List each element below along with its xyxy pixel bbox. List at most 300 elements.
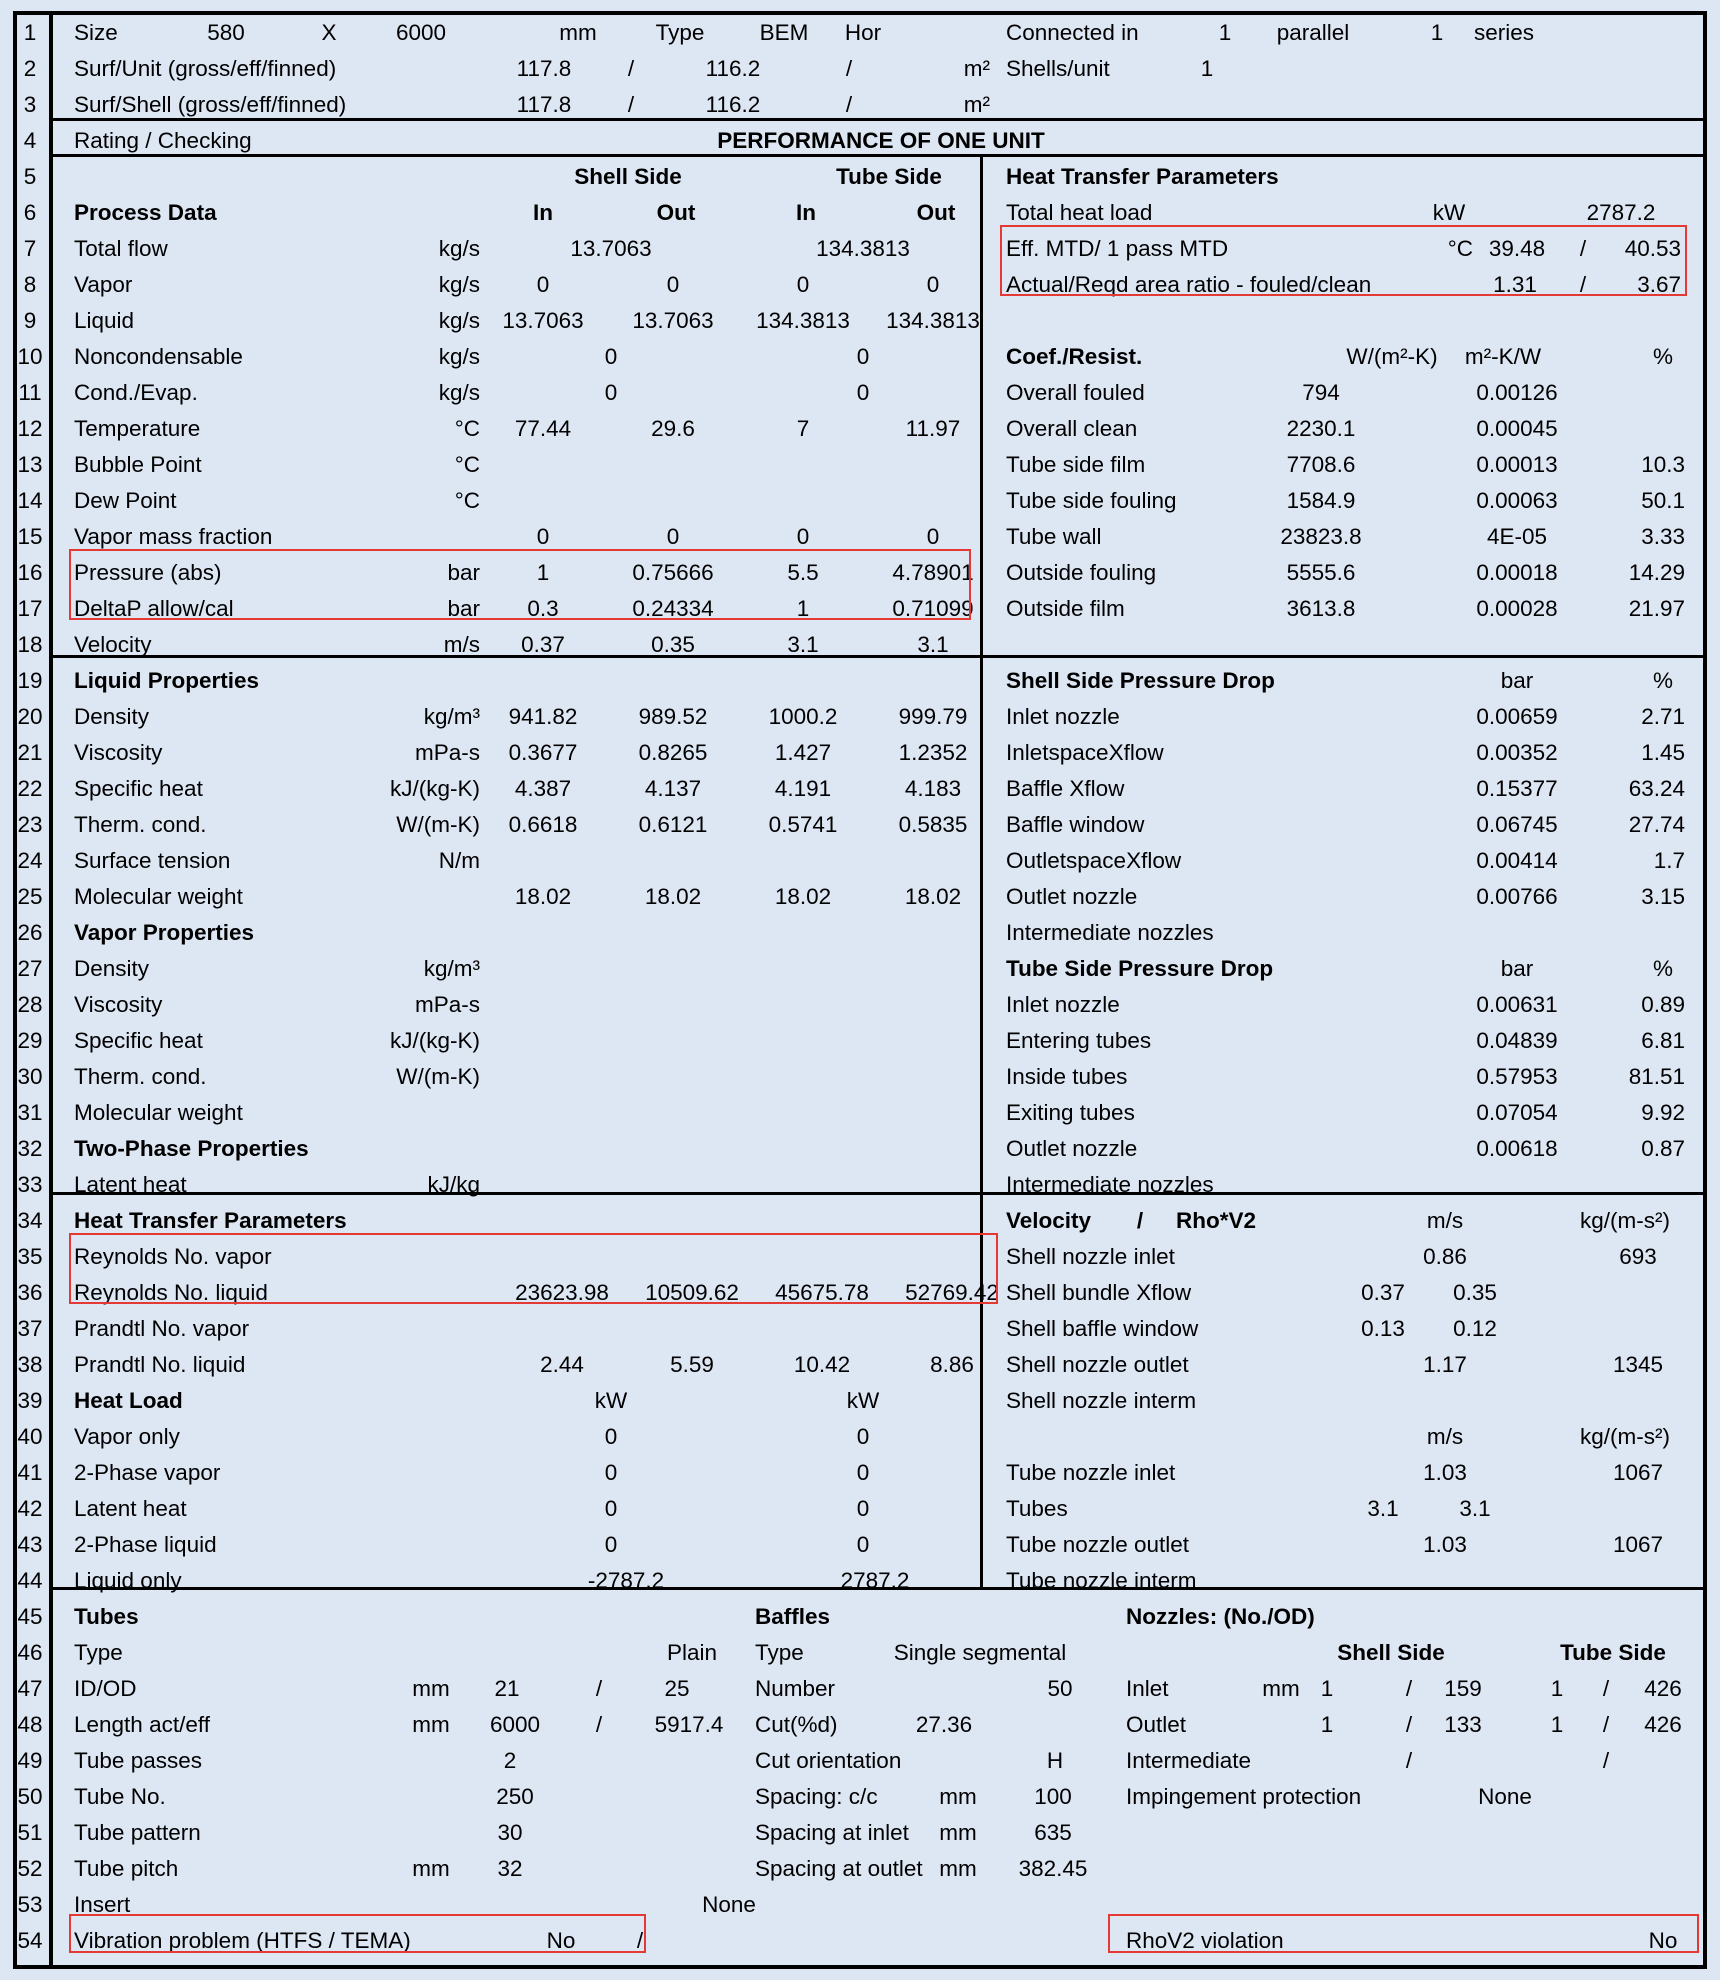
velocity-title: Velocity bbox=[1006, 1208, 1092, 1233]
highlight-rhov2 bbox=[1108, 1914, 1699, 1953]
row-number: 29 bbox=[17, 1028, 43, 1053]
row-number: 52 bbox=[17, 1856, 43, 1881]
coef-header-coef: W/(m²-K) bbox=[1346, 344, 1438, 369]
baffle-spacing-value: 100 bbox=[1034, 1784, 1072, 1809]
mtd-label: Eff. MTD/ 1 pass MTD bbox=[1006, 236, 1229, 261]
shell-dp-row-label: OutletspaceXflow bbox=[1006, 848, 1182, 873]
velocity-title-rhov2: Rho*V2 bbox=[1176, 1208, 1257, 1233]
tube-idod-label: ID/OD bbox=[74, 1676, 137, 1701]
process-row-value: 0 bbox=[666, 272, 680, 297]
htp-row-label: Prandtl No. vapor bbox=[74, 1316, 250, 1341]
nozzle-intermediate-shell-sep: / bbox=[1405, 1748, 1413, 1773]
coef-row-resist: 0.00045 bbox=[1476, 416, 1558, 441]
frame-bottom bbox=[13, 1965, 1707, 1969]
coef-row-label: Overall clean bbox=[1006, 416, 1138, 441]
shell-velocity-row-label: Shell bundle Xflow bbox=[1006, 1280, 1192, 1305]
vapor-row-unit: mPa-s bbox=[414, 992, 480, 1017]
size-label: Size bbox=[74, 20, 118, 45]
process-row-value: 0 bbox=[536, 524, 550, 549]
surf-shell-sep: / bbox=[845, 92, 853, 117]
process-row-value: 134.3813 bbox=[886, 308, 980, 333]
liquid-row-value: 4.137 bbox=[644, 776, 702, 801]
row-number: 33 bbox=[17, 1172, 43, 1197]
row-number: 10 bbox=[17, 344, 43, 369]
tube-number-label: Tube No. bbox=[74, 1784, 166, 1809]
liquid-row-value: 4.387 bbox=[514, 776, 572, 801]
heat-load-row-label: 2-Phase vapor bbox=[74, 1460, 221, 1485]
nozzle-inlet-tube-od: 426 bbox=[1644, 1676, 1682, 1701]
tube-dp-row-bar: 0.57953 bbox=[1476, 1064, 1558, 1089]
liquid-row-label: Therm. cond. bbox=[74, 812, 207, 837]
tube-length-act: 6000 bbox=[489, 1712, 541, 1737]
velocity-header-ms: m/s bbox=[1426, 1208, 1464, 1233]
nozzles-title: Nozzles: (No./OD) bbox=[1126, 1604, 1315, 1629]
tube-dp-title: Tube Side Pressure Drop bbox=[1006, 956, 1274, 981]
heat-load-tube-unit: kW bbox=[846, 1388, 880, 1413]
process-row-value: 1 bbox=[796, 596, 810, 621]
liquid-row-value: 0.3677 bbox=[508, 740, 578, 765]
tube-dp-row-percent: 0.87 bbox=[1641, 1136, 1685, 1161]
process-row-label: Dew Point bbox=[74, 488, 177, 513]
process-row-label: Liquid bbox=[74, 308, 135, 333]
coef-row-label: Outside film bbox=[1006, 596, 1125, 621]
vibration-sep: / bbox=[636, 1928, 644, 1953]
row-number: 13 bbox=[17, 452, 43, 477]
tube-in-header: In bbox=[796, 200, 816, 225]
heat-load-tube-value: 0 bbox=[856, 1424, 870, 1449]
row-number: 9 bbox=[23, 308, 37, 333]
tube-velocity-row-label: Tube nozzle interm bbox=[1006, 1568, 1197, 1593]
heat-load-shell-value: -2787.2 bbox=[587, 1568, 665, 1593]
divider-v-middle bbox=[980, 154, 983, 1590]
vapor-row-label: Therm. cond. bbox=[74, 1064, 207, 1089]
coef-row-label: Tube side film bbox=[1006, 452, 1146, 477]
process-row-value: 0 bbox=[796, 524, 810, 549]
tube-dp-row-label: Exiting tubes bbox=[1006, 1100, 1135, 1125]
nozzle-outlet-shell-count: 1 bbox=[1320, 1712, 1334, 1737]
row-number: 35 bbox=[17, 1244, 43, 1269]
shell-dp-row-label: Baffle Xflow bbox=[1006, 776, 1125, 801]
row-number: 18 bbox=[17, 632, 43, 657]
shell-dp-row-bar: 0.00766 bbox=[1476, 884, 1558, 909]
area-ratio-clean: 3.67 bbox=[1637, 272, 1681, 297]
tube-od-value: 25 bbox=[664, 1676, 690, 1701]
parallel-label: parallel bbox=[1276, 20, 1350, 45]
row-number: 53 bbox=[17, 1892, 43, 1917]
row-number: 43 bbox=[17, 1532, 43, 1557]
cut-orientation-label: Cut orientation bbox=[755, 1748, 902, 1773]
process-row-label: Bubble Point bbox=[74, 452, 202, 477]
baffle-number-label: Number bbox=[755, 1676, 836, 1701]
shell-velocity-row-label: Shell nozzle inlet bbox=[1006, 1244, 1175, 1269]
tube-pattern-label: Tube pattern bbox=[74, 1820, 201, 1845]
coef-row-coef: 2230.1 bbox=[1286, 416, 1356, 441]
coef-row-label: Tube wall bbox=[1006, 524, 1102, 549]
mtd-unit: °C bbox=[1447, 236, 1473, 261]
surf-shell-eff: 116.2 bbox=[705, 92, 761, 117]
coef-row-coef: 794 bbox=[1302, 380, 1340, 405]
tube-velocity-row-label: Tubes bbox=[1006, 1496, 1068, 1521]
vapor-row-unit: W/(m-K) bbox=[396, 1064, 480, 1089]
shell-dp-header-percent: % bbox=[1652, 668, 1674, 693]
shell-dp-row-bar: 0.06745 bbox=[1476, 812, 1558, 837]
process-row-value: 0.37 bbox=[521, 632, 565, 657]
liquid-row-value: 1.2352 bbox=[898, 740, 968, 765]
series-count: 1 bbox=[1430, 20, 1444, 45]
row-number: 23 bbox=[17, 812, 43, 837]
liquid-row-value: 18.02 bbox=[774, 884, 832, 909]
process-row-shell-value: 0 bbox=[604, 344, 618, 369]
nozzle-tube-header: Tube Side bbox=[1560, 1640, 1666, 1665]
size-x: X bbox=[321, 20, 337, 45]
nozzle-outlet-tube-count: 1 bbox=[1550, 1712, 1564, 1737]
process-row-unit: kg/s bbox=[438, 236, 480, 261]
shell-velocity-row-label: Shell nozzle interm bbox=[1006, 1388, 1197, 1413]
process-row-value: 0 bbox=[926, 272, 940, 297]
liquid-properties-title: Liquid Properties bbox=[74, 668, 260, 693]
process-row-label: Pressure (abs) bbox=[74, 560, 222, 585]
tube-type-label: Type bbox=[74, 1640, 123, 1665]
liquid-row-unit: kJ/(kg-K) bbox=[390, 776, 480, 801]
process-row-value: 29.6 bbox=[651, 416, 695, 441]
liquid-row-value: 989.52 bbox=[638, 704, 708, 729]
tube-dp-row-bar: 0.00631 bbox=[1476, 992, 1558, 1017]
row-number: 30 bbox=[17, 1064, 43, 1089]
rhov2-violation-label: RhoV2 violation bbox=[1126, 1928, 1284, 1953]
nozzle-inlet-shell-count: 1 bbox=[1320, 1676, 1334, 1701]
heat-load-shell-value: 0 bbox=[604, 1532, 618, 1557]
shell-side-header: Shell Side bbox=[574, 164, 682, 189]
tube-pitch-unit: mm bbox=[412, 1856, 450, 1881]
shell-velocity-row-velocity: 0.86 bbox=[1423, 1244, 1467, 1269]
surf-shell-gross: 117.8 bbox=[516, 92, 572, 117]
latent-heat-unit: kJ/kg bbox=[427, 1172, 480, 1197]
process-row-value: 1 bbox=[536, 560, 550, 585]
shell-dp-row-percent: 1.7 bbox=[1653, 848, 1685, 873]
baffles-title: Baffles bbox=[755, 1604, 831, 1629]
row-number: 11 bbox=[18, 380, 42, 405]
shell-dp-row-label: Baffle window bbox=[1006, 812, 1145, 837]
results-sheet bbox=[13, 11, 1707, 1969]
velocity-slash: / bbox=[1136, 1208, 1144, 1233]
process-row-shell-value: 13.7063 bbox=[570, 236, 652, 261]
surf-unit-sep: / bbox=[845, 56, 853, 81]
htp-row-value: 8.86 bbox=[930, 1352, 974, 1377]
tube-dp-row-label: Entering tubes bbox=[1006, 1028, 1152, 1053]
process-row-unit: °C bbox=[454, 416, 480, 441]
process-row-value: 0.71099 bbox=[892, 596, 974, 621]
heat-load-tube-value: 0 bbox=[856, 1532, 870, 1557]
tube-velocity-row-rhov2: 1067 bbox=[1612, 1460, 1664, 1485]
size-unit: mm bbox=[559, 20, 597, 45]
row-number: 14 bbox=[17, 488, 43, 513]
coef-row-resist: 4E-05 bbox=[1486, 524, 1548, 549]
tube-number-value: 250 bbox=[496, 1784, 534, 1809]
process-row-tube-value: 0 bbox=[856, 344, 870, 369]
surf-shell-label: Surf/Shell (gross/eff/finned) bbox=[74, 92, 347, 117]
row-number: 38 bbox=[17, 1352, 43, 1377]
latent-heat-label: Latent heat bbox=[74, 1172, 187, 1197]
process-row-unit: m/s bbox=[443, 632, 480, 657]
row-number: 27 bbox=[17, 956, 43, 981]
htp-row-value: 10.42 bbox=[793, 1352, 851, 1377]
process-row-value: 0.3 bbox=[527, 596, 559, 621]
coef-row-label: Tube side fouling bbox=[1006, 488, 1177, 513]
tube-length-sep: / bbox=[595, 1712, 603, 1737]
liquid-row-unit: N/m bbox=[438, 848, 480, 873]
tube-dp-row-label: Inlet nozzle bbox=[1006, 992, 1120, 1017]
rhov2-violation-value: No bbox=[1648, 1928, 1678, 1953]
connected-label: Connected in bbox=[1006, 20, 1139, 45]
shell-dp-row-label: InletspaceXflow bbox=[1006, 740, 1164, 765]
process-data-title: Process Data bbox=[74, 200, 217, 225]
row-number: 54 bbox=[17, 1928, 43, 1953]
process-row-value: 7 bbox=[796, 416, 810, 441]
tube-length-unit: mm bbox=[412, 1712, 450, 1737]
coef-header-resist: m²-K/W bbox=[1464, 344, 1542, 369]
heat-load-row-label: 2-Phase liquid bbox=[74, 1532, 217, 1557]
row-number: 39 bbox=[17, 1388, 43, 1413]
nozzle-outlet-tube-sep: / bbox=[1602, 1712, 1610, 1737]
spacing-outlet-value: 382.45 bbox=[1018, 1856, 1088, 1881]
heat-load-row-label: Liquid only bbox=[74, 1568, 182, 1593]
tube-dp-header-percent: % bbox=[1652, 956, 1674, 981]
shell-velocity-row-velocity: 0.12 bbox=[1453, 1316, 1497, 1341]
process-row-unit: bar bbox=[447, 596, 480, 621]
coef-row-resist: 0.00018 bbox=[1476, 560, 1558, 585]
velocity-header-rhov2: kg/(m-s²) bbox=[1580, 1208, 1670, 1233]
impingement-value: None bbox=[1478, 1784, 1532, 1809]
process-row-value: 0 bbox=[796, 272, 810, 297]
liquid-row-value: 18.02 bbox=[904, 884, 962, 909]
process-row-unit: kg/s bbox=[438, 308, 480, 333]
process-row-value: 0.75666 bbox=[632, 560, 714, 585]
tube-velocity-row-velocity: 1.03 bbox=[1423, 1532, 1467, 1557]
row-number: 3 bbox=[23, 92, 37, 117]
liquid-row-unit: mPa-s bbox=[414, 740, 480, 765]
series-label: series bbox=[1473, 20, 1535, 45]
nozzle-outlet-shell-od: 133 bbox=[1444, 1712, 1482, 1737]
tube-passes-value: 2 bbox=[503, 1748, 517, 1773]
process-row-label: Temperature bbox=[74, 416, 201, 441]
htp-row-label: Reynolds No. vapor bbox=[74, 1244, 272, 1269]
row-number: 8 bbox=[23, 272, 37, 297]
shell-dp-row-bar: 0.15377 bbox=[1476, 776, 1558, 801]
tube-velocity-row-velocity: 1.03 bbox=[1423, 1460, 1467, 1485]
spacing-inlet-unit: mm bbox=[939, 1820, 977, 1845]
tube-dp-header-bar: bar bbox=[1500, 956, 1534, 981]
tube-pitch-label: Tube pitch bbox=[74, 1856, 179, 1881]
tube-pitch-value: 32 bbox=[497, 1856, 523, 1881]
coef-row-resist: 0.00013 bbox=[1476, 452, 1558, 477]
process-row-label: Cond./Evap. bbox=[74, 380, 198, 405]
process-row-label: Vapor bbox=[74, 272, 133, 297]
htp-row-label: Prandtl No. liquid bbox=[74, 1352, 246, 1377]
tube-id-value: 21 bbox=[494, 1676, 520, 1701]
process-row-value: 11.97 bbox=[905, 416, 961, 441]
row-number: 1 bbox=[23, 20, 37, 45]
process-row-unit: bar bbox=[447, 560, 480, 585]
liquid-row-label: Density bbox=[74, 704, 150, 729]
shell-out-header: Out bbox=[656, 200, 696, 225]
coef-row-label: Overall fouled bbox=[1006, 380, 1145, 405]
process-row-label: Velocity bbox=[74, 632, 152, 657]
row-number: 2 bbox=[23, 56, 37, 81]
size-length: 6000 bbox=[395, 20, 447, 45]
tube-passes-label: Tube passes bbox=[74, 1748, 202, 1773]
row-number: 50 bbox=[17, 1784, 43, 1809]
process-row-label: Total flow bbox=[74, 236, 168, 261]
tube-pattern-value: 30 bbox=[497, 1820, 523, 1845]
tube-dp-row-label: Intermediate nozzles bbox=[1006, 1172, 1214, 1197]
nozzle-inlet-tube-count: 1 bbox=[1550, 1676, 1564, 1701]
tube-velocity-row-rhov2: 1067 bbox=[1612, 1532, 1664, 1557]
cut-orientation-value: H bbox=[1046, 1748, 1064, 1773]
tube-dp-row-percent: 0.89 bbox=[1641, 992, 1685, 1017]
shell-velocity-row-label: Shell nozzle outlet bbox=[1006, 1352, 1189, 1377]
area-ratio-fouled: 1.31 bbox=[1493, 272, 1537, 297]
liquid-row-value: 941.82 bbox=[508, 704, 578, 729]
tube-out-header: Out bbox=[916, 200, 956, 225]
shell-dp-row-percent: 1.45 bbox=[1641, 740, 1685, 765]
tube-side-header: Tube Side bbox=[836, 164, 942, 189]
heat-load-title: Heat Load bbox=[74, 1388, 183, 1413]
shell-dp-row-percent: 3.15 bbox=[1641, 884, 1685, 909]
shell-dp-row-percent: 27.74 bbox=[1628, 812, 1685, 837]
row-number: 42 bbox=[17, 1496, 43, 1521]
htp-left-title: Heat Transfer Parameters bbox=[74, 1208, 347, 1233]
tube-dp-row-bar: 0.04839 bbox=[1476, 1028, 1558, 1053]
row-number: 36 bbox=[17, 1280, 43, 1305]
row-number: 20 bbox=[17, 704, 43, 729]
row-number: 6 bbox=[23, 200, 37, 225]
process-row-unit: kg/s bbox=[438, 380, 480, 405]
heat-load-tube-value: 0 bbox=[856, 1460, 870, 1485]
process-row-value: 0 bbox=[926, 524, 940, 549]
liquid-row-unit: kg/m³ bbox=[423, 704, 480, 729]
baffle-type-label: Type bbox=[755, 1640, 804, 1665]
shells-label: Shells/unit bbox=[1006, 56, 1110, 81]
row-number: 19 bbox=[17, 668, 43, 693]
coef-row-resist: 0.00063 bbox=[1476, 488, 1558, 513]
baffle-cut-label: Cut(%d) bbox=[755, 1712, 838, 1737]
rating-mode: Rating / Checking bbox=[74, 128, 252, 153]
row-number: 25 bbox=[17, 884, 43, 909]
size-diameter: 580 bbox=[207, 20, 245, 45]
highlight-vibration bbox=[69, 1914, 646, 1953]
vapor-row-unit: kJ/(kg-K) bbox=[390, 1028, 480, 1053]
coef-header-percent: % bbox=[1652, 344, 1674, 369]
row-number: 45 bbox=[17, 1604, 43, 1629]
nozzle-intermediate-tube-sep: / bbox=[1602, 1748, 1610, 1773]
impingement-label: Impingement protection bbox=[1126, 1784, 1362, 1809]
velocity-header-rhov2-tube: kg/(m-s²) bbox=[1580, 1424, 1670, 1449]
tube-length-eff: 5917.4 bbox=[654, 1712, 724, 1737]
coef-row-percent: 50.1 bbox=[1641, 488, 1685, 513]
row-number: 22 bbox=[17, 776, 43, 801]
tube-velocity-row-label: Tube nozzle inlet bbox=[1006, 1460, 1176, 1485]
surf-unit-label: Surf/Unit (gross/eff/finned) bbox=[74, 56, 337, 81]
liquid-row-value: 0.6121 bbox=[638, 812, 708, 837]
baffle-number-value: 50 bbox=[1047, 1676, 1073, 1701]
orientation-value: Hor bbox=[844, 20, 882, 45]
liquid-row-label: Specific heat bbox=[74, 776, 203, 801]
htp-row-label: Reynolds No. liquid bbox=[74, 1280, 268, 1305]
row-number: 5 bbox=[23, 164, 37, 189]
shell-dp-title: Shell Side Pressure Drop bbox=[1006, 668, 1275, 693]
shell-velocity-row-velocity: 0.37 bbox=[1361, 1280, 1405, 1305]
coef-row-percent: 10.3 bbox=[1641, 452, 1685, 477]
baffle-spacing-label: Spacing: c/c bbox=[755, 1784, 878, 1809]
tube-dp-row-percent: 9.92 bbox=[1641, 1100, 1685, 1125]
heat-load-tube-value: 2787.2 bbox=[840, 1568, 910, 1593]
row-number: 31 bbox=[17, 1100, 43, 1125]
performance-title: PERFORMANCE OF ONE UNIT bbox=[717, 128, 1045, 153]
shell-velocity-row-rhov2: 1345 bbox=[1612, 1352, 1664, 1377]
vapor-properties-title: Vapor Properties bbox=[74, 920, 255, 945]
htp-row-value: 2.44 bbox=[540, 1352, 584, 1377]
shell-velocity-row-rhov2: 693 bbox=[1619, 1244, 1657, 1269]
spacing-outlet-unit: mm bbox=[939, 1856, 977, 1881]
process-row-value: 4.78901 bbox=[892, 560, 974, 585]
shell-dp-row-label: Inlet nozzle bbox=[1006, 704, 1120, 729]
type-label: Type bbox=[655, 20, 705, 45]
coef-row-label: Outside fouling bbox=[1006, 560, 1157, 585]
mtd-sep: / bbox=[1579, 236, 1587, 261]
type-value: BEM bbox=[759, 20, 809, 45]
shell-velocity-row-velocity: 0.13 bbox=[1361, 1316, 1405, 1341]
coef-row-percent: 14.29 bbox=[1628, 560, 1685, 585]
htp-row-value: 52769.42 bbox=[905, 1280, 999, 1305]
surf-unit-unit: m² bbox=[963, 56, 990, 81]
row-number: 44 bbox=[17, 1568, 43, 1593]
coef-row-coef: 3613.8 bbox=[1286, 596, 1356, 621]
liquid-row-value: 18.02 bbox=[644, 884, 702, 909]
row-number: 21 bbox=[17, 740, 43, 765]
tube-length-label: Length act/eff bbox=[74, 1712, 210, 1737]
shell-dp-row-label: Intermediate nozzles bbox=[1006, 920, 1214, 945]
coef-row-percent: 21.97 bbox=[1628, 596, 1685, 621]
shell-dp-row-percent: 2.71 bbox=[1641, 704, 1685, 729]
heat-load-shell-value: 0 bbox=[604, 1460, 618, 1485]
shell-dp-row-bar: 0.00352 bbox=[1476, 740, 1558, 765]
total-heat-load-value: 2787.2 bbox=[1586, 200, 1656, 225]
baffle-cut-value: 27.36 bbox=[915, 1712, 973, 1737]
spacing-inlet-value: 635 bbox=[1034, 1820, 1072, 1845]
surf-unit-eff: 116.2 bbox=[705, 56, 761, 81]
nozzle-inlet-label: Inlet bbox=[1126, 1676, 1169, 1701]
process-row-label: DeltaP allow/cal bbox=[74, 596, 234, 621]
insert-value: None bbox=[702, 1892, 756, 1917]
row-number: 37 bbox=[17, 1316, 43, 1341]
heat-load-shell-unit: kW bbox=[594, 1388, 628, 1413]
coef-row-coef: 7708.6 bbox=[1286, 452, 1356, 477]
tube-dp-row-label: Outlet nozzle bbox=[1006, 1136, 1138, 1161]
tube-type-value: Plain bbox=[666, 1640, 718, 1665]
divider-h-row19-top bbox=[49, 655, 1707, 658]
surf-shell-sep: / bbox=[627, 92, 635, 117]
row-number: 46 bbox=[17, 1640, 43, 1665]
row-number: 40 bbox=[17, 1424, 43, 1449]
divider-h-row34-top bbox=[49, 1192, 1707, 1195]
row-number-divider bbox=[49, 11, 53, 1969]
row-number: 32 bbox=[17, 1136, 43, 1161]
liquid-row-value: 0.6618 bbox=[508, 812, 578, 837]
coef-row-percent: 3.33 bbox=[1641, 524, 1685, 549]
row-number: 41 bbox=[17, 1460, 43, 1485]
htp-right-title: Heat Transfer Parameters bbox=[1006, 164, 1279, 189]
process-row-label: Noncondensable bbox=[74, 344, 243, 369]
